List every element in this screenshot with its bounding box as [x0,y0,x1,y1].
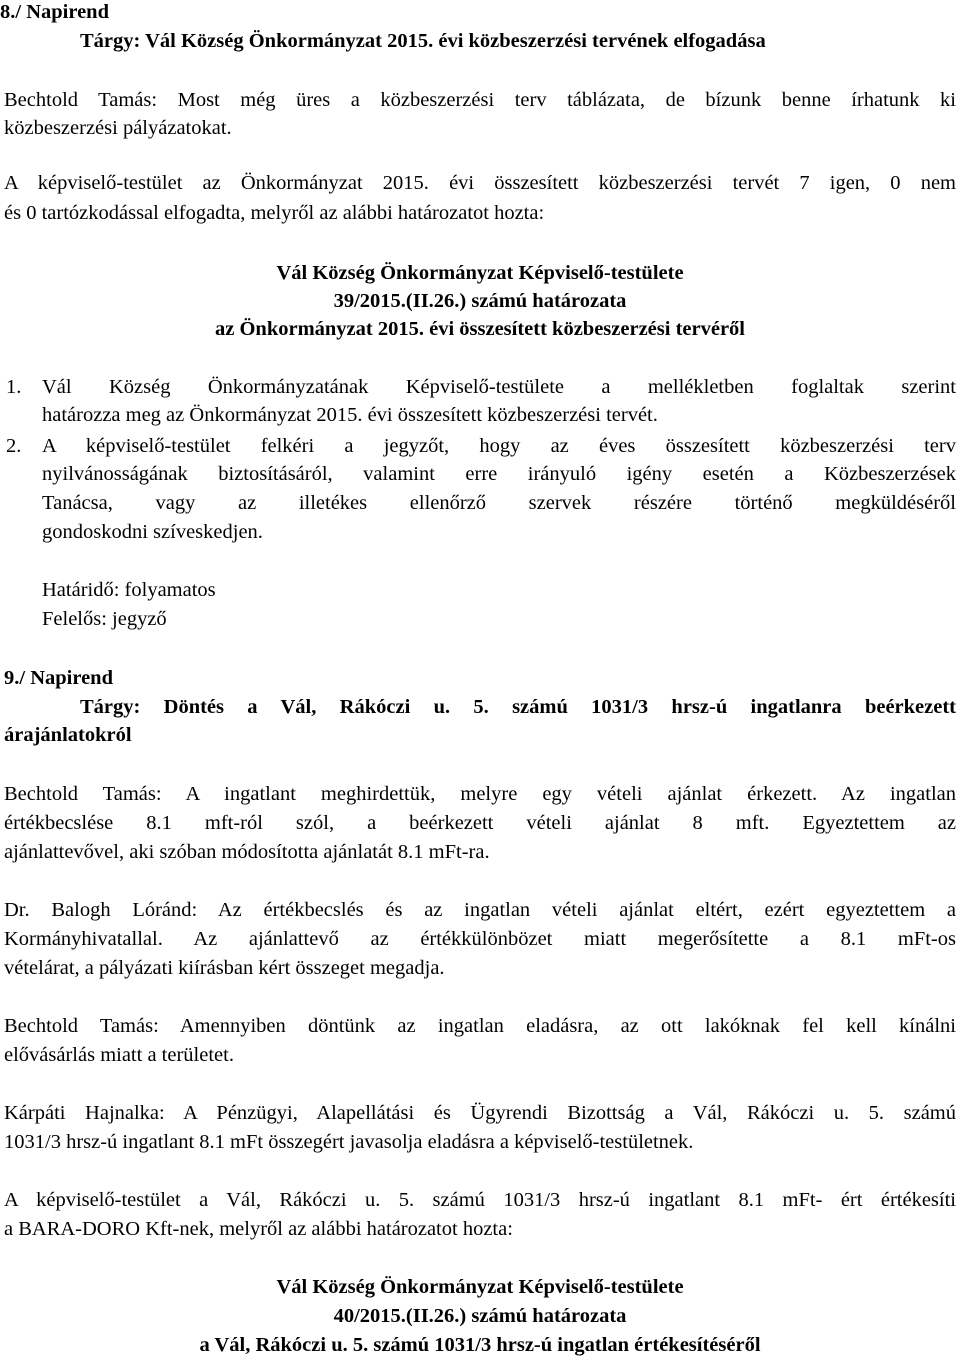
item9-resolution-subject: a Vál, Rákóczi u. 5. számú 1031/3 hrsz-ú ingatlan értékesítéséről [199,1334,761,1356]
item9-karpati-line-2: 1031/3 hrsz-ú ingatlant 8.1 mFt összegért javasolja eladásra a képviselő-testületnek. [4,1131,694,1153]
item8-point-1-number: 1. [6,376,22,398]
item9-balogh-line-3: vételárat, a pályázati kiírásban kért összeget megadja. [4,957,445,979]
item9-bechtold2-line-1: Bechtold Tamás: Amennyiben döntünk az ingatlan eladásra, az ott lakóknak fel kell kínálni [4,1015,956,1037]
item9-bechtold-line-3: ajánlattevővel, aki szóban módosította ajánlatát 8.1 mFt-ra. [4,841,490,863]
item9-bechtold-line-2: értékbecslése 8.1 mft-ról szól, a beérkezett vételi ajánlat 8 mft. Egyeztettem az [4,812,956,834]
item8-bechtold-line-2: közbeszerzési pályázatokat. [4,117,232,139]
item8-point-2-line-3: Tanácsa, vagy az illetékes ellenőrző szervek részére történő megküldéséről [42,492,956,514]
item8-point-2-line-1: A képviselő-testület felkéri a jegyzőt, hogy az éves összesített közbeszerzési terv [42,435,956,457]
item9-bechtold-line-1: Bechtold Tamás: A ingatlant meghirdettük, melyre egy vételi ajánlat érkezett. Az ingatlan [4,783,956,805]
item8-vote-line-1: A képviselő-testület az Önkormányzat 2015. évi összesített közbeszerzési tervét 7 igen, 0 nem [4,172,956,194]
item8-resolution-number: 39/2015.(II.26.) számú határozata [333,290,627,312]
item8-resolution-title-1: Vál Község Önkormányzat Képviselő-testülete [276,262,684,284]
item8-point-1-line-1: Vál Község Önkormányzatának Képviselő-testülete a mellékletben foglaltak szerint [42,376,956,398]
item8-resolution-subject: az Önkormányzat 2015. évi összesített közbeszerzési tervéről [215,318,745,340]
item9-resolution-title-1: Vál Község Önkormányzat Képviselő-testülete [276,1276,684,1298]
item9-subject-line-2: árajánlatokról [4,724,132,746]
item8-responsible: Felelős: jegyző [42,608,167,630]
item8-subject: Tárgy: Vál Község Önkormányzat 2015. évi közbeszerzési tervének elfogadása [80,30,766,52]
item8-point-2-line-4: gondoskodni szíveskedjen. [42,521,263,543]
item8-bechtold-line-1: Bechtold Tamás: Most még üres a közbeszerzési terv táblázata, de bízunk benne írhatunk ki [4,89,956,111]
item9-vote-line-1: A képviselő-testület a Vál, Rákóczi u. 5. számú 1031/3 hrsz-ú ingatlant 8.1 mFt- ért értékesíti [4,1189,956,1211]
item9-heading: 9./ Napirend [4,667,113,689]
item8-heading: 8./ Napirend [0,1,109,23]
item9-subject-line-1: Tárgy: Döntés a Vál, Rákóczi u. 5. számú 1031/3 hrsz-ú ingatlanra beérkezett [80,696,956,718]
item8-vote-line-2: és 0 tartózkodással elfogadta, melyről az alábbi határozatot hozta: [4,202,545,224]
item9-balogh-line-1: Dr. Balogh Lóránd: Az értékbecslés és az ingatlan vételi ajánlat eltért, ezért egyeztettem a [4,899,956,921]
item8-point-2-number: 2. [6,435,22,457]
item8-point-1-line-2: határozza meg az Önkormányzat 2015. évi összesített közbeszerzési tervét. [42,404,658,426]
item9-balogh-line-2: Kormányhivatallal. Az ajánlattevő az értékkülönbözet miatt megerősítette a 8.1 mFt-os [4,928,956,950]
item8-point-2-line-2: nyilvánosságának biztosításáról, valamint erre irányuló igény esetén a Közbeszerzések [42,463,956,485]
item9-resolution-number: 40/2015.(II.26.) számú határozata [333,1305,627,1327]
item9-karpati-line-1: Kárpáti Hajnalka: A Pénzügyi, Alapellátási és Ügyrendi Bizottság a Vál, Rákóczi u. 5. számú [4,1102,956,1124]
item8-deadline: Határidő: folyamatos [42,579,216,601]
item9-bechtold2-line-2: elővásárlás miatt a területet. [4,1044,234,1066]
item9-vote-line-2: a BARA-DORO Kft-nek, melyről az alábbi határozatot hozta: [4,1218,513,1240]
